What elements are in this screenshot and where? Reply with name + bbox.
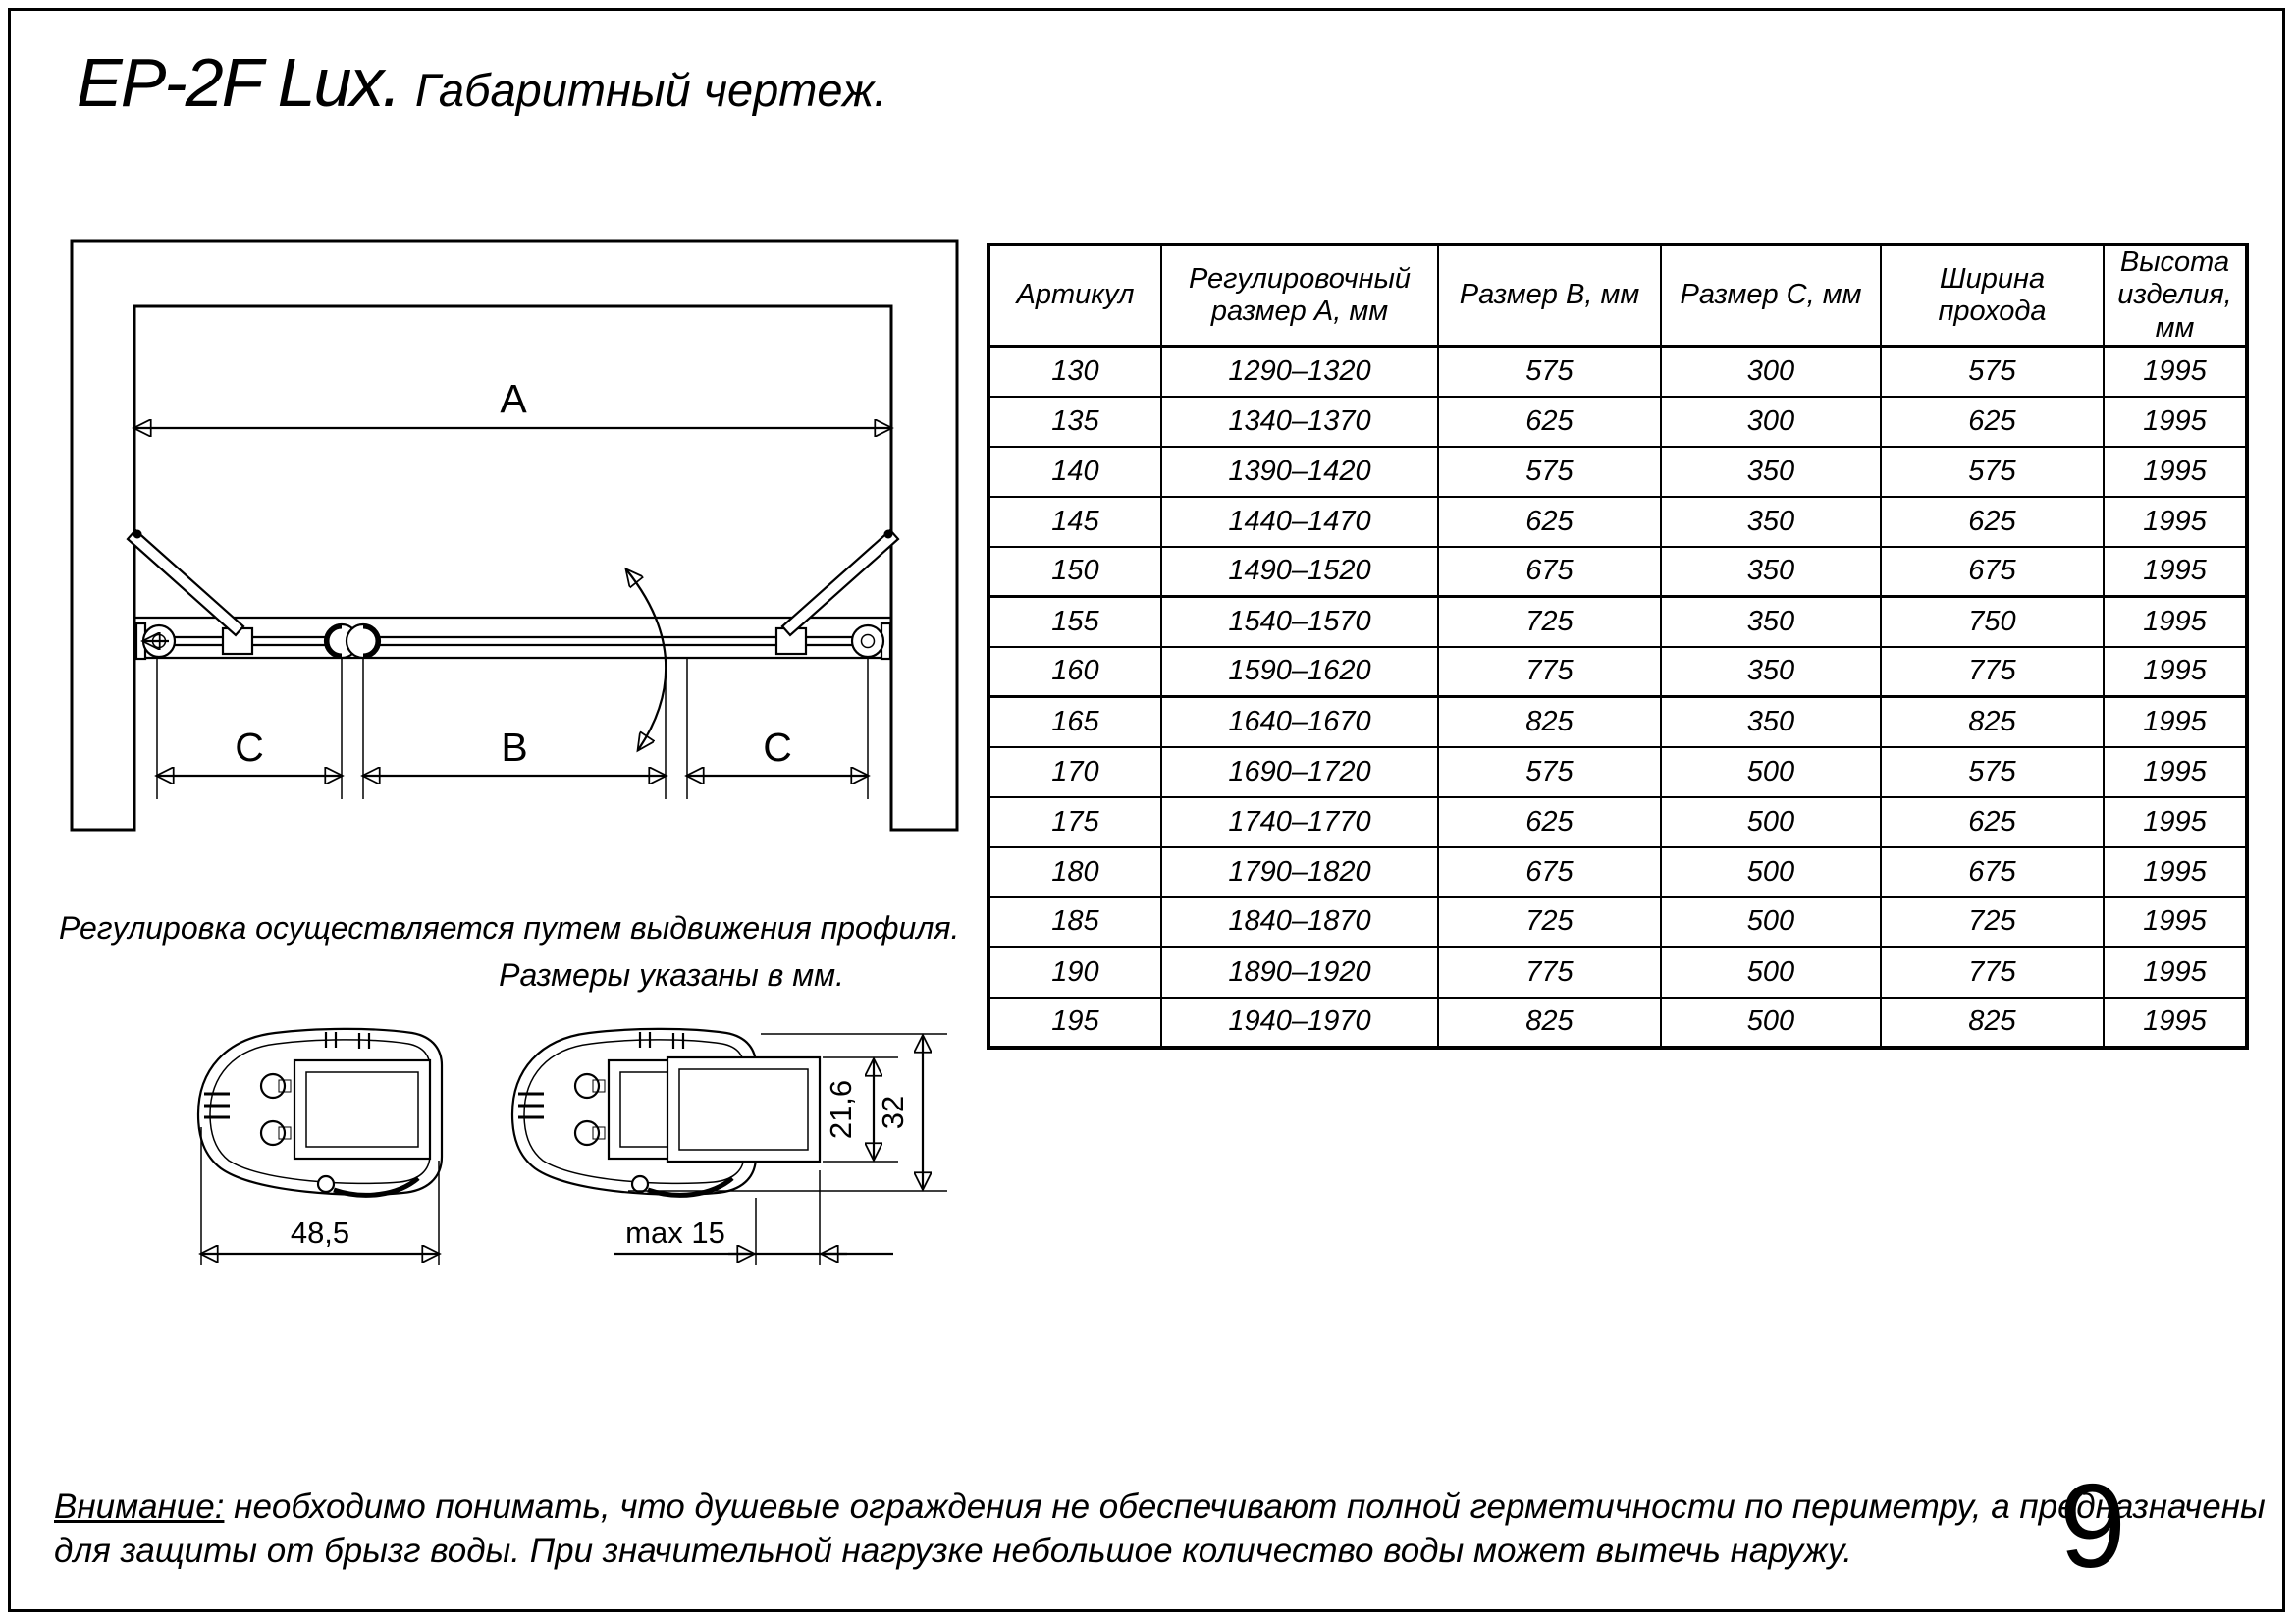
dimension-a bbox=[134, 376, 891, 428]
table-cell: 1995 bbox=[2104, 747, 2247, 797]
table-cell: 825 bbox=[1438, 697, 1661, 747]
table-cell: 170 bbox=[988, 747, 1161, 797]
table-row bbox=[988, 347, 2247, 397]
plan-drawing bbox=[59, 226, 962, 854]
table-cell: 1940–1970 bbox=[1161, 998, 1438, 1048]
table-cell: 350 bbox=[1661, 497, 1881, 547]
table-cell: 195 bbox=[988, 998, 1161, 1048]
model-name: EP-2F Lux. bbox=[77, 44, 400, 121]
table-cell: 1995 bbox=[2104, 347, 2247, 397]
table-row bbox=[988, 397, 2247, 447]
table-row bbox=[988, 998, 2247, 1048]
table-cell: 1440–1470 bbox=[1161, 497, 1438, 547]
table-cell: 825 bbox=[1881, 998, 2104, 1048]
table-cell: 625 bbox=[1881, 397, 2104, 447]
table-cell: 135 bbox=[988, 397, 1161, 447]
table-row bbox=[988, 797, 2247, 847]
table-cell: 145 bbox=[988, 497, 1161, 547]
table-cell: 825 bbox=[1438, 998, 1661, 1048]
table-cell: 775 bbox=[1881, 647, 2104, 697]
table-cell: 185 bbox=[988, 897, 1161, 947]
col-header-article: Артикул bbox=[988, 244, 1161, 347]
table-cell: 1540–1570 bbox=[1161, 597, 1438, 647]
note-line2: Размеры указаны в мм. bbox=[499, 957, 844, 993]
table-cell: 140 bbox=[988, 447, 1161, 497]
table-cell: 825 bbox=[1881, 697, 2104, 747]
table-cell: 500 bbox=[1661, 998, 1881, 1048]
table-cell: 1340–1370 bbox=[1161, 397, 1438, 447]
table-cell: 775 bbox=[1438, 647, 1661, 697]
warning-label: Внимание: bbox=[54, 1488, 225, 1526]
table-cell: 775 bbox=[1881, 947, 2104, 998]
dimension-c-left bbox=[157, 725, 342, 776]
adjustment-note bbox=[59, 904, 960, 999]
table-cell: 500 bbox=[1661, 947, 1881, 998]
table-cell: 350 bbox=[1661, 597, 1881, 647]
table-cell: 1995 bbox=[2104, 947, 2247, 998]
col-header-size-a: Регулировочный размер А, мм bbox=[1161, 244, 1438, 347]
table-cell: 1995 bbox=[2104, 397, 2247, 447]
table-cell: 1740–1770 bbox=[1161, 797, 1438, 847]
dimension-32-label: 32 bbox=[876, 1095, 910, 1130]
warning-line1 bbox=[54, 1485, 2266, 1529]
center-connector bbox=[325, 624, 380, 658]
table-cell: 575 bbox=[1438, 447, 1661, 497]
table-cell: 1890–1920 bbox=[1161, 947, 1438, 998]
table-cell: 500 bbox=[1661, 897, 1881, 947]
brace-right bbox=[782, 530, 898, 636]
table-cell: 725 bbox=[1438, 897, 1661, 947]
table-cell: 575 bbox=[1438, 347, 1661, 397]
table-cell: 300 bbox=[1661, 397, 1881, 447]
table-cell: 575 bbox=[1881, 447, 2104, 497]
table-cell: 175 bbox=[988, 797, 1161, 847]
table-cell: 165 bbox=[988, 697, 1161, 747]
table-cell: 130 bbox=[988, 347, 1161, 397]
table-cell: 625 bbox=[1438, 397, 1661, 447]
dimension-48-5-label: 48,5 bbox=[290, 1216, 350, 1250]
col-header-size-c: Размер С, мм bbox=[1661, 244, 1881, 347]
brace-left bbox=[128, 530, 243, 636]
table-cell: 190 bbox=[988, 947, 1161, 998]
table-cell: 675 bbox=[1438, 847, 1661, 897]
table-cell: 350 bbox=[1661, 447, 1881, 497]
table-cell: 1995 bbox=[2104, 497, 2247, 547]
table-cell: 1790–1820 bbox=[1161, 847, 1438, 897]
table-cell: 1995 bbox=[2104, 998, 2247, 1048]
table-row bbox=[988, 497, 2247, 547]
table-cell: 155 bbox=[988, 597, 1161, 647]
table-cell: 150 bbox=[988, 547, 1161, 597]
table-cell: 300 bbox=[1661, 347, 1881, 397]
warning-note bbox=[54, 1485, 2266, 1573]
table-row bbox=[988, 747, 2247, 797]
table-row bbox=[988, 447, 2247, 497]
table-header-row bbox=[988, 244, 2247, 347]
table-cell: 775 bbox=[1438, 947, 1661, 998]
dimension-b-label: B bbox=[501, 725, 528, 770]
table-row bbox=[988, 697, 2247, 747]
table-cell: 1995 bbox=[2104, 547, 2247, 597]
table-cell: 575 bbox=[1438, 747, 1661, 797]
table-cell: 350 bbox=[1661, 697, 1881, 747]
table-cell: 1390–1420 bbox=[1161, 447, 1438, 497]
dimension-a-label: A bbox=[500, 376, 527, 421]
table-cell: 1590–1620 bbox=[1161, 647, 1438, 697]
col-header-height: Высота изделия, мм bbox=[2104, 244, 2247, 347]
table-cell: 1690–1720 bbox=[1161, 747, 1438, 797]
table-body bbox=[988, 347, 2247, 1048]
table-cell: 625 bbox=[1881, 797, 2104, 847]
table-cell: 725 bbox=[1881, 897, 2104, 947]
col-header-size-b: Размер В, мм bbox=[1438, 244, 1661, 347]
table-cell: 500 bbox=[1661, 847, 1881, 897]
table-cell: 1995 bbox=[2104, 647, 2247, 697]
dimension-21-6-label: 21,6 bbox=[824, 1079, 858, 1140]
table-cell: 575 bbox=[1881, 747, 2104, 797]
warning-line2: для защиты от брызг воды. При значительной нагрузке небольшое количество воды может вытечь наружу. bbox=[54, 1532, 1852, 1570]
table-cell: 575 bbox=[1881, 347, 2104, 397]
dimension-c-right bbox=[687, 725, 868, 776]
table-row bbox=[988, 947, 2247, 998]
dimension-c-right-label: C bbox=[763, 725, 792, 770]
table-row bbox=[988, 647, 2247, 697]
warning-line1-rest: необходимо понимать, что душевые ограждения не обеспечивают полной герметичности по периметру, а предназначены bbox=[224, 1488, 2266, 1526]
table-cell: 180 bbox=[988, 847, 1161, 897]
table-cell: 1995 bbox=[2104, 697, 2247, 747]
col-header-pass-width: Ширина прохода bbox=[1881, 244, 2104, 347]
dimension-b bbox=[363, 725, 666, 776]
table-cell: 1995 bbox=[2104, 447, 2247, 497]
note-line1: Регулировка осуществляется путем выдвижения профиля. bbox=[59, 910, 960, 946]
table-cell: 1995 bbox=[2104, 597, 2247, 647]
profile-sections-drawing bbox=[118, 1011, 982, 1296]
table-cell: 1995 bbox=[2104, 847, 2247, 897]
table-row bbox=[988, 897, 2247, 947]
page-number: 9 bbox=[2059, 1459, 2126, 1593]
table-cell: 500 bbox=[1661, 747, 1881, 797]
table-cell: 1840–1870 bbox=[1161, 897, 1438, 947]
title-subtitle: Габаритный чертеж. bbox=[414, 64, 887, 116]
door-swing-arrow-icon bbox=[626, 569, 666, 750]
table-cell: 1640–1670 bbox=[1161, 697, 1438, 747]
table-cell: 750 bbox=[1881, 597, 2104, 647]
table-row bbox=[988, 847, 2247, 897]
table-cell: 725 bbox=[1438, 597, 1661, 647]
profile-section-left bbox=[198, 1029, 442, 1195]
table-row bbox=[988, 547, 2247, 597]
page-title bbox=[77, 43, 886, 122]
table-cell: 625 bbox=[1881, 497, 2104, 547]
table-cell: 1290–1320 bbox=[1161, 347, 1438, 397]
table-cell: 625 bbox=[1438, 797, 1661, 847]
table-cell: 350 bbox=[1661, 547, 1881, 597]
spec-table bbox=[987, 243, 2249, 1050]
table-cell: 350 bbox=[1661, 647, 1881, 697]
table-cell: 1490–1520 bbox=[1161, 547, 1438, 597]
table-cell: 625 bbox=[1438, 497, 1661, 547]
table-cell: 675 bbox=[1881, 547, 2104, 597]
wall-profile-right bbox=[852, 623, 890, 659]
table-cell: 500 bbox=[1661, 797, 1881, 847]
table-cell: 675 bbox=[1881, 847, 2104, 897]
table-cell: 160 bbox=[988, 647, 1161, 697]
dimension-max-15-label: max 15 bbox=[625, 1216, 725, 1250]
table-cell: 675 bbox=[1438, 547, 1661, 597]
dimension-c-left-label: C bbox=[235, 725, 264, 770]
table-row bbox=[988, 597, 2247, 647]
profile-extension-channel bbox=[667, 1057, 820, 1162]
table-cell: 1995 bbox=[2104, 897, 2247, 947]
table-cell: 1995 bbox=[2104, 797, 2247, 847]
